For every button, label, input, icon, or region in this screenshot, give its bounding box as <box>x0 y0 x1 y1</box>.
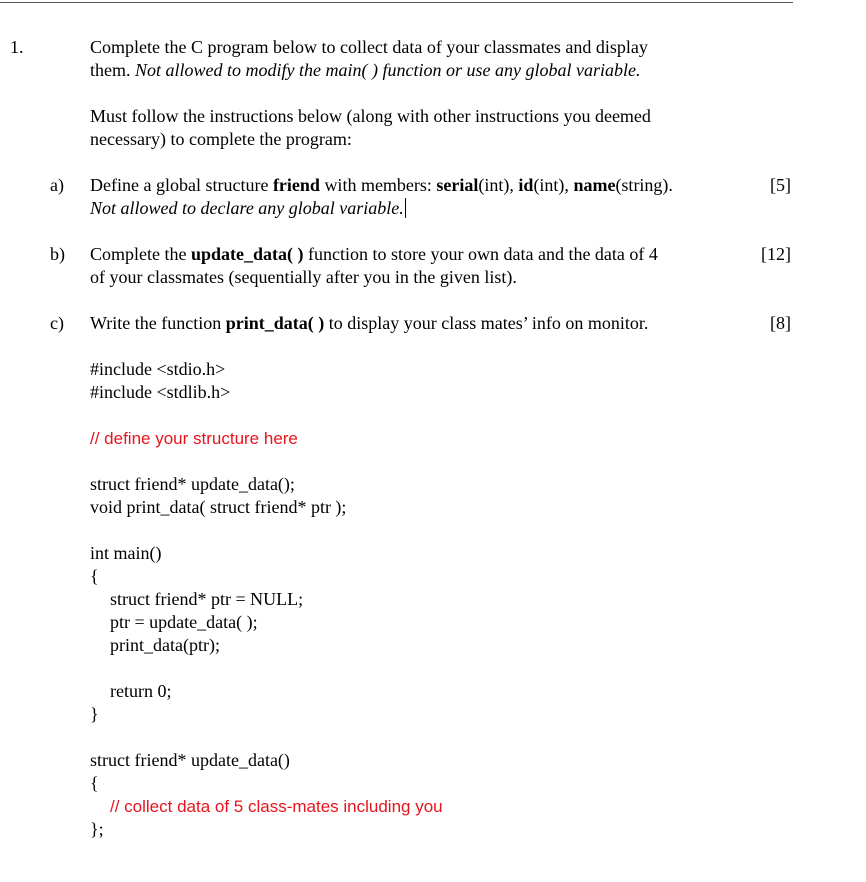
code-update-brace-close: }; <box>90 819 104 839</box>
code-main-line-1: struct friend* ptr = NULL; <box>110 589 304 609</box>
part-c-marks: [8] <box>770 313 791 333</box>
code-main-brace-open: { <box>90 566 99 586</box>
code-include-stdio: #include <stdio.h> <box>90 359 226 379</box>
part-a-text-2: with members: <box>319 175 437 195</box>
part-a-struct-name: friend <box>272 175 320 195</box>
code-main-return: return 0; <box>110 681 172 701</box>
part-a-marks: [5] <box>770 175 791 195</box>
part-b-label: b) <box>50 244 65 264</box>
part-b-function-name: update_data( ) <box>190 244 304 264</box>
code-update-brace-open: { <box>90 773 99 793</box>
code-update-signature: struct friend* update_data() <box>90 750 290 770</box>
part-a-note: Not allowed to declare any global variable. <box>90 198 404 218</box>
part-c-label: c) <box>50 313 64 333</box>
intro-italic-note: Not allowed to modify the main( ) function or use any global variable. <box>135 60 641 80</box>
code-main-line-2: ptr = update_data( ); <box>110 612 258 632</box>
part-a-line-1 <box>90 174 673 197</box>
part-a-line-2[interactable] <box>90 197 406 220</box>
part-a-member-serial: serial <box>436 175 479 195</box>
part-b-line-1 <box>90 243 658 266</box>
top-rule <box>0 2 793 3</box>
part-b-text-2: function to store your own data and the data of 4 <box>303 244 658 264</box>
part-a-text-1: Define a global structure <box>90 175 273 195</box>
code-proto-update: struct friend* update_data(); <box>90 474 295 494</box>
part-a-member-name: name <box>573 175 616 195</box>
part-b-text-1: Complete the <box>90 244 191 264</box>
part-c-text-2: to display your class mates’ info on monitor. <box>324 313 649 333</box>
part-c-text-1: Write the function <box>90 313 226 333</box>
part-a-label: a) <box>50 175 64 195</box>
code-include-stdlib: #include <stdlib.h> <box>90 382 231 402</box>
instruction-line-1: Must follow the instructions below (along with other instructions you deemed <box>90 106 651 126</box>
code-comment-collect-data: // collect data of 5 class-mates including you <box>110 797 443 816</box>
code-main-signature: int main() <box>90 543 162 563</box>
code-proto-print: void print_data( struct friend* ptr ); <box>90 497 347 517</box>
part-a-text-4: (int), <box>533 175 574 195</box>
part-a-text-5: (string). <box>615 175 673 195</box>
intro-line-1: Complete the C program below to collect data of your classmates and display <box>90 37 648 57</box>
code-comment-define-structure: // define your structure here <box>90 429 298 448</box>
intro-line-2 <box>90 59 640 82</box>
part-c-line-1 <box>90 312 648 335</box>
part-a-member-id: id <box>518 175 534 195</box>
part-c-function-name: print_data( ) <box>225 313 325 333</box>
part-b-marks: [12] <box>761 244 791 264</box>
part-b-line-2: of your classmates (sequentially after you in the given list). <box>90 267 517 287</box>
question-number: 1. <box>10 37 24 57</box>
code-main-brace-close: } <box>90 704 99 724</box>
code-main-line-3: print_data(ptr); <box>110 635 220 655</box>
text-cursor <box>405 198 406 218</box>
part-a-text-3: (int), <box>478 175 519 195</box>
instruction-line-2: necessary) to complete the program: <box>90 129 352 149</box>
intro-plain: them. <box>90 60 131 80</box>
